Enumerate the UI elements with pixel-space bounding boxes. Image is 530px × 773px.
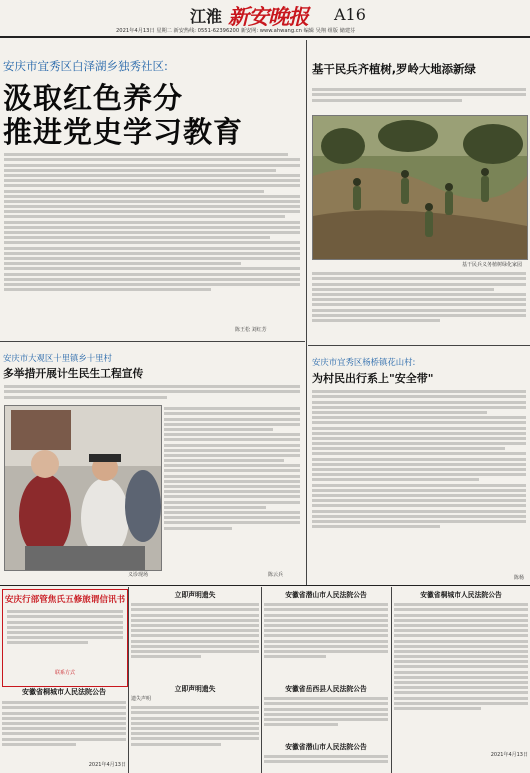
page-number: A16 (334, 5, 366, 24)
section-name: 江淮 (190, 7, 223, 26)
story-headline-line2: 推进党史学习教育 (3, 115, 244, 149)
loss-notice-1 (131, 589, 259, 679)
free-clinic-illustration (5, 406, 161, 570)
notice-title: 安徽省潜山市人民法院公告 (285, 743, 367, 751)
masthead-info-line: 2021年4月13日 星期二 新安热线: 0551-62396200 新安网: www.ahwang.cn 编辑 吴翔 组版 储建芬 (116, 28, 356, 34)
notice-title: 安徽省桐城市人民法院公告 (22, 688, 106, 696)
story-headline: 多举措开展计生民生工程宣传 (3, 367, 144, 380)
notice-title: 安徽省岳西县人民法院公告 (285, 685, 367, 693)
repair-ad (2, 589, 128, 687)
ad-title: 安庆行部管焦氏五修旅谓信讯书 (4, 595, 126, 605)
story-byline: 陈云兵 (268, 572, 284, 578)
court-notice-qianshan-2 (264, 741, 388, 771)
notice-title: 安徽省桐城市人民法院公告 (420, 591, 502, 599)
story-kicker: 安庆市宜秀区杨桥镇花山村: (312, 357, 416, 367)
story-body (312, 388, 526, 573)
notice-subtitle: 遗失声明 (131, 696, 152, 702)
story-kicker: 安庆市宜秀区白泽湖乡独秀社区: (3, 59, 168, 73)
court-notice-yuexi (264, 683, 388, 739)
notice-title: 立即声明遗失 (174, 591, 216, 599)
story-road-safety-barrier (308, 346, 530, 586)
story-body (4, 151, 300, 329)
story-headline: 为村民出行系上"安全带" (312, 372, 434, 385)
court-notice-qianshan-1 (264, 589, 388, 679)
court-notice-tongcheng-2 (394, 589, 528, 771)
photo-caption: 义诊现场 (128, 572, 149, 578)
court-notice-tongcheng-1 (2, 687, 126, 771)
story-family-planning-campaign (0, 342, 305, 585)
story-headline-line1: 汲取红色养分 (3, 81, 184, 115)
story-body-continued (312, 270, 526, 340)
notice-date: 2021年4月13日 (490, 752, 528, 758)
story-militia-tree-planting (308, 40, 530, 345)
notice-title: 安徽省潜山市人民法院公告 (285, 591, 367, 599)
story-byline: 陈杨 (514, 575, 525, 581)
story-body (4, 383, 300, 403)
story-headline: 基干民兵齐植树,罗岭大地添新绿 (312, 62, 476, 76)
free-clinic-photo (4, 405, 162, 571)
tree-planting-illustration (313, 116, 527, 259)
story-white-lake-party-history (0, 40, 304, 338)
story-byline: 陈王松 刘红芳 (235, 327, 267, 333)
story-body-continued (164, 405, 300, 567)
loss-notice-2 (131, 683, 259, 771)
story-kicker: 安庆市大观区十里镇乡十里村 (3, 353, 112, 363)
notice-date: 2021年4月13日 (88, 762, 126, 768)
notices-section (0, 587, 530, 773)
photo-caption: 基干民兵义务植树绿化家园 (461, 262, 522, 268)
story-body (312, 86, 526, 112)
masthead-logo: 新安晚报 (228, 4, 308, 29)
ad-contact-label: 联系方式 (54, 670, 75, 676)
masthead (0, 0, 530, 40)
tree-planting-photo (312, 115, 528, 260)
notice-title: 立即声明遗失 (174, 685, 216, 693)
